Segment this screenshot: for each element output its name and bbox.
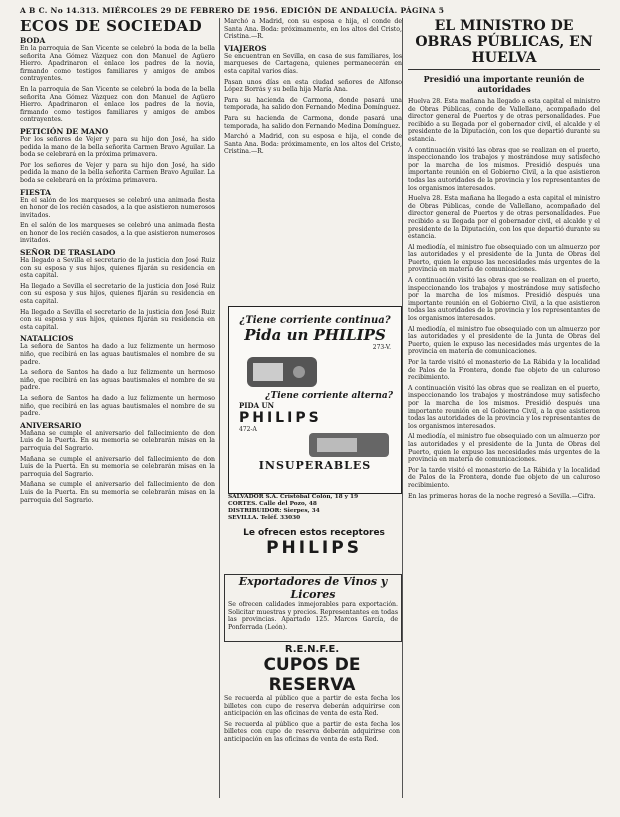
minister-headline: EL MINISTRO DE OBRAS PÚBLICAS, EN HUELVA (415, 18, 593, 66)
minister-paragraph: Huelva 28. Esta mañana ha llegado a esta capital el ministro de Obras Públicas, conde de Vallellano, acompañado del director general de Puertos y de otras personalidades. Fue recibido a su llegada por el gobernador civil, el alcalde y el presidente de la Diputación, con los que departió durante su estancia. (408, 98, 600, 143)
fiesta-text: En el salón de los marqueses se celebró una animada fiesta en honor de los recién casados, a la que asistieron numerosos invitados. (20, 222, 215, 245)
radio-icon (229, 351, 399, 391)
natalicio-heading: NATALICIOS (20, 334, 74, 344)
philips-ad (228, 306, 402, 494)
ad-address: SALVADOR S.A. Cristóbal Colón, 18 y 19 (228, 494, 359, 500)
ad-question-2: ¿Tiene corriente alterna? (265, 391, 393, 401)
column-minister (408, 18, 600, 798)
masthead: A B C. No 14.313. MIÉRCOLES 29 DE FEBRERO DE 1956. EDICIÓN DE ANDALUCÍA. PÁGINA 5 (20, 6, 445, 15)
minister-paragraph: A continuación visitó las obras que se realizan en el puerto, inspeccionando los trabajos y mostrándose muy satisfecho por la marcha de los mismos. Presidió después una importante reunión en el Gobierno Civil, a la que asistieron todas las autoridades de la provincia y los representantes de los organismos interesados. (408, 384, 600, 430)
minister-paragraph: Al mediodía, el ministro fue obsequiado con un almuerzo por las autoridades y el presidente de la Junta de Obras del Puerto, quien le expuso las necesidades más urgentes de la provincia en materia de comunicaciones. (408, 433, 600, 464)
minister-paragraph: Al mediodía, el ministro fue obsequiado con un almuerzo por las autoridades y el presidente de la Junta de Obras del Puerto, quien le expuso las necesidades más urgentes de la provincia en materia de comunicaciones. (408, 325, 600, 356)
vinos-text: Se ofrecen calidades inmejorables para exportación. Solicitar muestras y precios. Representantes en todas las provincias. Apartado 125. Marcos García, de Ponferrada (León). (228, 601, 398, 631)
column-society (20, 18, 215, 808)
vinos-ad (224, 574, 402, 642)
vinos-title: Exportadores de Vinos y Licores (238, 575, 388, 601)
ad-question-1: ¿Tiene corriente continua? (239, 315, 391, 326)
minister-paragraph: Al mediodía, el ministro fue obsequiado con un almuerzo por las autoridades y el presidente de la Junta de Obras del Puerto, quien le expuso las necesidades más urgentes de la provincia en materia de comunicaciones. (408, 243, 600, 274)
philips-offer: Le ofrecen estos receptores (243, 528, 385, 538)
traslado-text: Ha llegado a Sevilla el secretario de la justicia don José Ruiz con su esposa y sus hijos, quienes fijarán su residencia en esta capital. (20, 308, 215, 331)
traslado-text: Ha llegado a Sevilla el secretario de la justicia don José Ruiz con su esposa y sus hijos, quienes fijarán su residencia en esta capital. (20, 257, 215, 280)
minister-paragraph: Por la tarde visitó el monasterio de La Rábida y la localidad de Palos de la Frontera, donde fue objeto de un caluroso recibimiento. (408, 466, 600, 489)
column-social (224, 18, 402, 304)
minister-paragraph: Huelva 28. Esta mañana ha llegado a esta capital el ministro de Obras Públicas, conde de Vallellano, acompañado del director general de Puertos y de otras personalidades. Fue recibido a su llegada por el gobernador civil, el alcalde y el presidente de la Diputación, con los que departió durante su estancia. (408, 195, 600, 241)
social-text: Para su hacienda de Carmona, donde pasará una temporada, ha salido don Fernando Medina Domínguez. (224, 96, 402, 112)
social-text: Para su hacienda de Carmona, donde pasará una temporada, ha salido don Fernando Medina Domínguez. (224, 114, 402, 130)
natalicio-text: La señora de Santos ha dado a luz felizmente un hermoso niño, que recibirá en las aguas bautismales el nombre de su padre. (20, 343, 215, 366)
aniversario-text: Mañana se cumple el aniversario del fallecimiento de don Luis de la Puerta. En su memoria se celebrarán misas en la parroquia del Sagrario. (20, 455, 215, 478)
ad-address: SEVILLA. Teléf. 33030 (228, 515, 301, 521)
minister-paragraph: A continuación visitó las obras que se realizan en el puerto, inspeccionando los trabajos y mostrándose muy satisfecho por la marcha de los mismos. Presidió después una importante reunión en el Gobierno Civil, a la que asistieron todas las autoridades de la provincia y los representantes de los organismos interesados. (408, 277, 600, 323)
minister-paragraph: En las primeras horas de la noche regresó a Sevilla.—Cifra. (408, 492, 596, 500)
aniversario-text: Mañana se cumple el aniversario del fallecimiento de don Luis de la Puerta. En su memoria se celebrarán misas en la parroquia del Sagrario. (20, 481, 215, 504)
ad-address: CORTES. Calle del Pozo, 48 (228, 501, 317, 507)
ad-model-1: 273-V. (372, 344, 391, 351)
viajeros-text: Se encuentran en Sevilla, en casa de sus familiares, los marqueses de Cartagena, quienes permanecerán en esta capital varios días. (224, 52, 402, 75)
natalicio-text: La señora de Santos ha dado a luz felizmente un hermoso niño, que recibirá en las aguas bautismales el nombre de su padre. (20, 394, 215, 418)
boda-text: En la parroquia de San Vicente se celebró la boda de la bella señorita Ana Gómez Vázquez con don Manuel de Agüero Hierro. Apadrinaron el enlace los padres de la novia, firmando como testigos familiares y amigos de ambos contrayentes. (20, 85, 215, 124)
ad-pida-2: PIDA UN (239, 401, 274, 410)
ad-addresses (228, 494, 400, 526)
viajeros-heading: VIAJEROS (224, 43, 267, 53)
peticion-text: Por los señores de Vejer y para su hijo don José, ha sido pedida la mano de la bella señorita Carmen Bravo Aguilar. La boda se celebrará en la próxima primavera. (20, 135, 215, 159)
renfe-title: CUPOS DE RESERVA (263, 655, 361, 695)
traslado-text: Ha llegado a Sevilla el secretario de la justicia don José Ruiz con su esposa y sus hijos, quienes fijarán su residencia en esta capital. (20, 282, 215, 306)
minister-subtitle: Presidió una importante reunión de autoridades (423, 74, 585, 94)
social-text: Marchó a Madrid, con su esposa e hija, el conde de Santa Ana. Boda: próximamente, en los altos del Cristo, Cristina.—R. (224, 133, 402, 156)
ad-model-2: 472-A (239, 426, 257, 433)
society-title: ECOS DE SOCIEDAD (20, 18, 203, 35)
peticion-heading: PETICIÓN DE MANO (20, 126, 109, 136)
renfe-notice (224, 644, 400, 794)
aniversario-heading: ANIVERSARIO (20, 420, 82, 430)
ad-address: DISTRIBUIDOR: Sierpes, 34 (228, 508, 320, 514)
aniversario-text: Mañana se cumple el aniversario del fallecimiento de don Luis de la Puerta. En su memoria se celebrarán misas en la parroquia del Sagrario. (20, 429, 215, 452)
social-text: Marchó a Madrid, con su esposa e hija, el conde de Santa Ana. Boda: próximamente, en los altos del Cristo, Cristina.—R. (224, 18, 402, 41)
radio-2-icon (229, 433, 399, 459)
minister-paragraph: Por la tarde visitó el monasterio de La Rábida y la localidad de Palos de la Frontera, donde fue objeto de un caluroso recibimiento. (408, 359, 600, 382)
traslado-heading: SEÑOR DE TRASLADO (20, 248, 116, 258)
boda-heading: BODA (20, 36, 46, 45)
renfe-text: Se recuerda al público que a partir de esta fecha los billetes con cupo de reserva deberán adquirirse con anticipación en las oficinas de venta de esta Red. (224, 695, 400, 718)
peticion-text: Por los señores de Vejer y para su hijo don José, ha sido pedida la mano de la bella señorita Carmen Bravo Aguilar. La boda se celebrará en la próxima primavera. (20, 161, 215, 184)
social-text: Pasan unos días en esta ciudad señores de Alfonso López Borrás y su bella hija María Ana. (224, 78, 402, 94)
renfe-text: Se recuerda al público que a partir de esta fecha los billetes con cupo de reserva deberán adquirirse con anticipación en las oficinas de venta de esta Red. (224, 720, 400, 743)
renfe-org: R.E.N.F.E. (284, 644, 340, 655)
ad-pida: Pida un PHILIPS (244, 326, 386, 344)
ad-brand-2: PHILIPS (239, 410, 322, 426)
philips-logo: PHILIPS (266, 538, 362, 558)
ad-slogan: INSUPERABLES (258, 459, 372, 472)
natalicio-text: La señora de Santos ha dado a luz felizmente un hermoso niño, que recibirá en las aguas bautismales el nombre de su padre. (20, 369, 215, 392)
minister-paragraph: A continuación visitó las obras que se realizan en el puerto, inspeccionando los trabajos y mostrándose muy satisfecho por la marcha de los mismos. Presidió después una importante reunión en el Gobierno Civil, a la que asistieron todas las autoridades de la provincia y los representantes de los organismos interesados. (408, 146, 600, 192)
philips-banner (228, 528, 400, 572)
fiesta-heading: FIESTA (20, 187, 51, 197)
fiesta-text: En el salón de los marqueses se celebró una animada fiesta en honor de los recién casados, a la que asistieron numerosos invitados. (20, 196, 215, 219)
boda-text: En la parroquia de San Vicente se celebró la boda de la bella señorita Ana Gómez Vázquez con don Manuel de Agüero Hierro. Apadrinaron el enlace los padres de la novia, firmando como testigos familiares y amigos de ambos contrayentes. (20, 45, 215, 83)
